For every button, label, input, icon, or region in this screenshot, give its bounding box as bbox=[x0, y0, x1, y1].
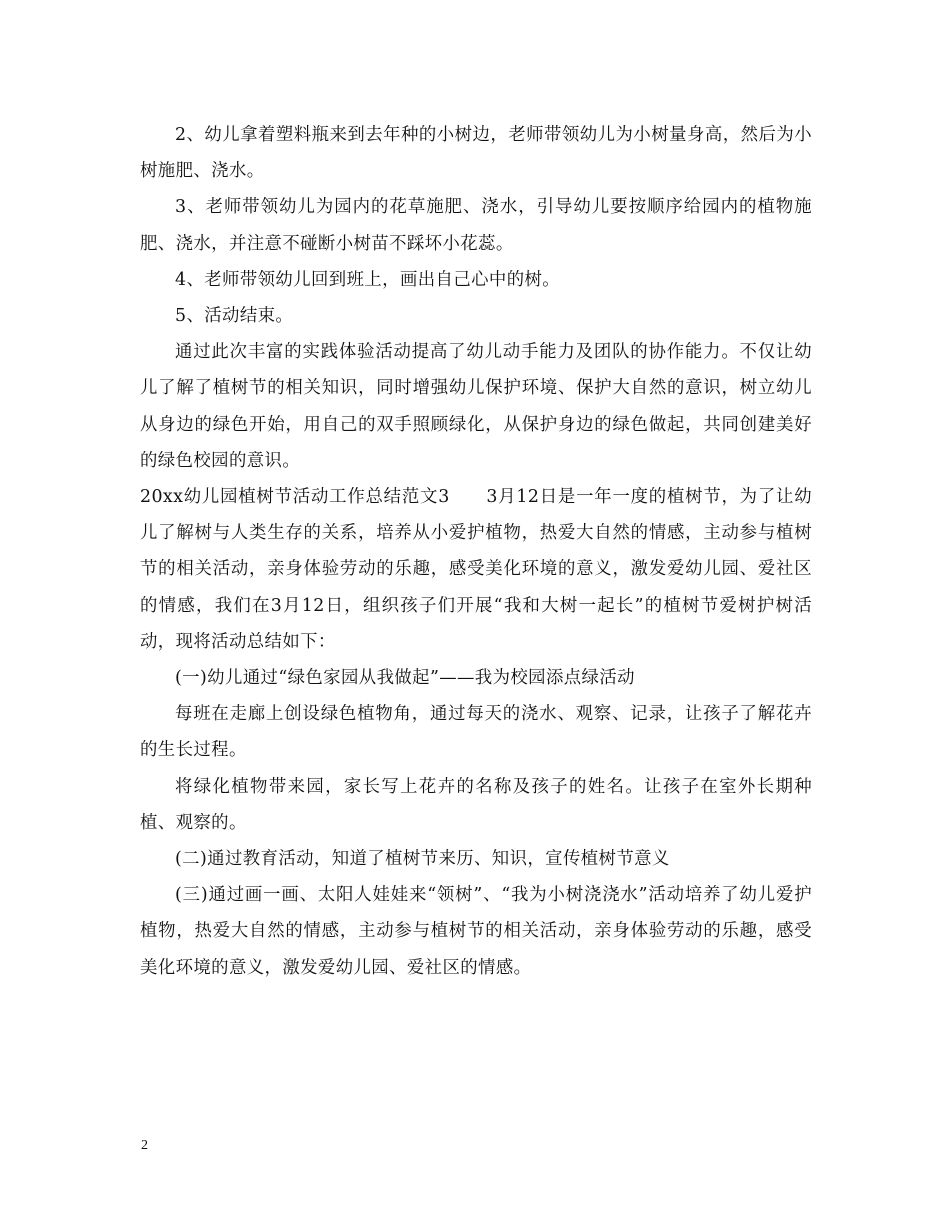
paragraph-summary: 通过此次丰富的实践体验活动提高了幼儿动手能力及团队的协作能力。不仅让幼儿了解了植树节的相关知识，同时增强幼儿保护环境、保护大自然的意识，树立幼儿从身边的绿色开始，用自己的双手照顾绿化，从保护身边的绿色做起，共同创建美好的绿色校园的意识。 bbox=[140, 342, 812, 471]
paragraph-step-3: 3、老师带领幼儿为园内的花草施肥、浇水，引导幼儿要按顺序给园内的植物施肥、浇水，并注意不碰断小树苗不踩坏小花蕊。 bbox=[140, 197, 812, 254]
paragraph-step-4: 4、老师带领幼儿回到班上，画出自己心中的树。 bbox=[175, 269, 561, 290]
document-body bbox=[140, 117, 812, 986]
paragraph-step-5: 5、活动结束。 bbox=[175, 306, 294, 327]
paragraph-section-one: (一)幼儿通过“绿色家园从我做起”——我为校园添点绿活动 bbox=[175, 668, 635, 689]
paragraph-example-3: 20xx幼儿园植树节活动工作总结范文3 3月12日是一年一度的植树节，为了让幼儿了解树与人类生存的关系，培养从小爱护植物，热爱大自然的情感，主动参与植树节的相关活动，亲身体验劳动的乐趣，感受美化环境的意义，激发爱幼儿园、爱社区的情感，我们在3月12日，组织孩子们开展“我和大树一起长”的植树节爱树护树活动，现将活动总结如下： bbox=[140, 487, 812, 652]
paragraph-section-two: (二)通过教育活动，知道了植树节来历、知识，宣传植树节意义 bbox=[175, 849, 670, 870]
paragraph-section-three: (三)通过画一画、太阳人娃娃来“领树”、“我为小树浇浇水”活动培养了幼儿爱护植物，热爱大自然的情感，主动参与植树节的相关活动，亲身体验劳动的乐趣，感受美化环境的意义，激发爱幼儿园、爱社区的情感。 bbox=[140, 885, 812, 978]
paragraph-plant-corner: 每班在走廊上创设绿色植物角，通过每天的浇水、观察、记录，让孩子了解花卉的生长过程。 bbox=[140, 704, 812, 761]
paragraph-step-2: 2、幼儿拿着塑料瓶来到去年种的小树边，老师带领幼儿为小树量身高，然后为小树施肥、浇水。 bbox=[140, 125, 812, 182]
page-number: 2 bbox=[141, 1138, 148, 1153]
paragraph-bring-plants: 将绿化植物带来园，家长写上花卉的名称及孩子的姓名。让孩子在室外长期种植、观察的。 bbox=[140, 776, 812, 833]
